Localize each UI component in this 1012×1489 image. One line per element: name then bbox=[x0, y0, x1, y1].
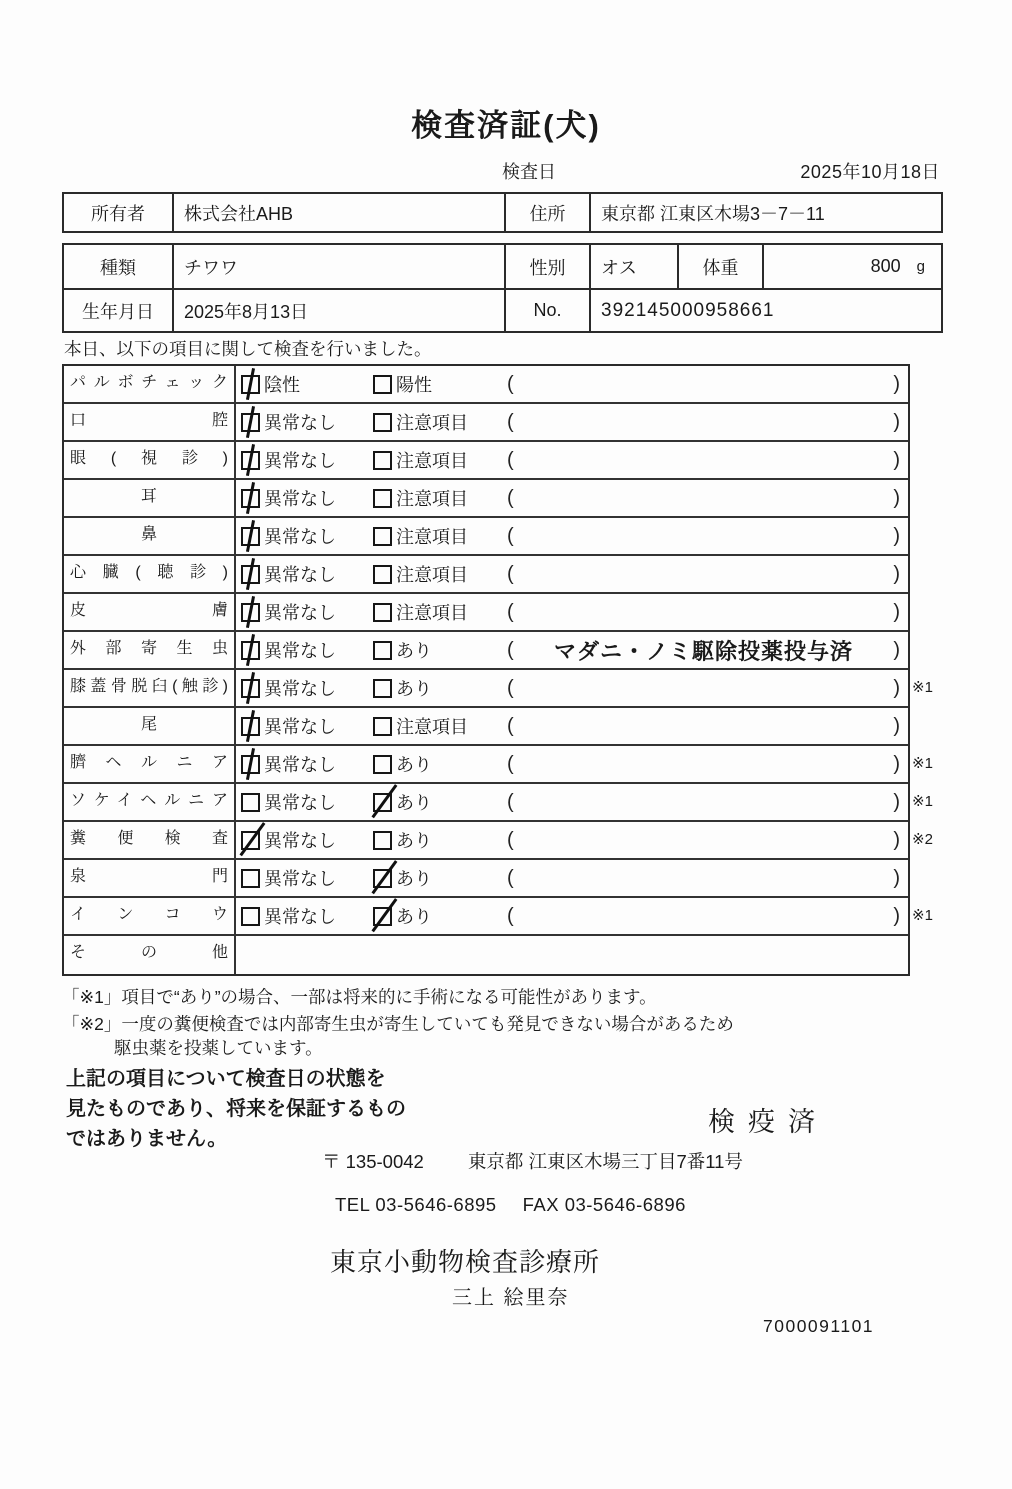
option-2-label: あり bbox=[396, 679, 432, 699]
check-mark-icon bbox=[371, 860, 397, 894]
option-1-label: 異常なし bbox=[264, 527, 336, 547]
option-2-label: 注意項目 bbox=[396, 717, 468, 737]
checkbox-opt1[interactable] bbox=[241, 375, 260, 394]
exam-row-content bbox=[236, 518, 908, 554]
option-1 bbox=[241, 599, 373, 625]
exam-item-label: 泉門 bbox=[64, 860, 236, 896]
exam-item-label: 臍ヘルニア bbox=[64, 746, 236, 782]
quarantine-stamp: 検疫済 bbox=[708, 1107, 828, 1137]
clinic-name: 東京小動物検査診療所 bbox=[330, 1247, 601, 1277]
paren-open: ( bbox=[507, 486, 514, 509]
weight-number: 800 bbox=[870, 256, 901, 276]
paren-open: ( bbox=[507, 600, 514, 623]
remark-parens bbox=[507, 601, 900, 624]
paren-close: ) bbox=[893, 866, 900, 889]
check-mark-icon bbox=[246, 710, 255, 742]
paren-open: ( bbox=[507, 866, 514, 889]
remark-parens bbox=[507, 487, 900, 510]
remark-parens bbox=[507, 867, 900, 890]
option-2-label: あり bbox=[396, 641, 432, 661]
weight-label: 体重 bbox=[677, 245, 762, 288]
paren-close: ) bbox=[893, 790, 900, 813]
breed-label: 種類 bbox=[100, 257, 136, 278]
checkbox-opt2[interactable] bbox=[373, 603, 392, 622]
option-1-label: 陰性 bbox=[264, 375, 300, 395]
option-2 bbox=[373, 561, 507, 587]
address-value: 東京都 江東区木場3－7－11 bbox=[589, 194, 941, 231]
exam-row-content bbox=[236, 860, 908, 896]
reference-mark: ※1 bbox=[912, 679, 933, 696]
intro-sentence: 本日、以下の項目に関して検査を行いました。 bbox=[64, 339, 432, 359]
check-mark-icon bbox=[246, 406, 255, 438]
remark-parens bbox=[507, 525, 900, 548]
option-2-label: 陽性 bbox=[396, 375, 432, 395]
paren-open: ( bbox=[507, 828, 514, 851]
exam-row bbox=[64, 746, 933, 784]
exam-item-label: ソケイヘルニア bbox=[64, 784, 236, 820]
check-mark-icon bbox=[246, 520, 255, 552]
checkbox-opt1[interactable] bbox=[241, 641, 260, 660]
checkbox-opt1[interactable] bbox=[241, 831, 260, 850]
option-2 bbox=[373, 903, 507, 929]
checkbox-opt1[interactable] bbox=[241, 679, 260, 698]
option-1 bbox=[241, 713, 373, 739]
exam-item-label: 皮膚 bbox=[64, 594, 236, 630]
disclaimer-line3: ではありません。 bbox=[66, 1128, 228, 1150]
exam-row-content bbox=[236, 670, 908, 706]
paren-open: ( bbox=[507, 524, 514, 547]
exam-item-label: その他 bbox=[64, 936, 236, 974]
option-2 bbox=[373, 485, 507, 511]
option-1-label: 異常なし bbox=[264, 489, 336, 509]
checkbox-opt2[interactable] bbox=[373, 793, 392, 812]
option-2-label: あり bbox=[396, 869, 432, 889]
check-mark-icon bbox=[246, 596, 255, 628]
exam-row bbox=[64, 480, 908, 518]
reference-mark: ※1 bbox=[912, 755, 933, 772]
checkbox-opt2[interactable] bbox=[373, 869, 392, 888]
remark-note: マダニ・ノミ駆除投薬投与済 bbox=[553, 638, 853, 664]
exam-item-label: 尾 bbox=[64, 708, 236, 744]
exam-item-label: 膝蓋骨脱臼(触診) bbox=[64, 670, 236, 706]
clinic-fax: FAX 03-5646-6896 bbox=[522, 1194, 686, 1215]
footnote-2-line2: 駆虫薬を投薬しています。 bbox=[114, 1038, 323, 1058]
paren-close: ) bbox=[893, 562, 900, 585]
remark-parens bbox=[507, 753, 900, 776]
paren-open: ( bbox=[507, 904, 514, 927]
check-mark-icon bbox=[246, 482, 255, 514]
paren-close: ) bbox=[893, 638, 900, 661]
inspection-date-row bbox=[62, 158, 940, 184]
footnote-1: 「※1」項目で“あり”の場合、一部は将来的に手術になる可能性があります。 bbox=[62, 987, 657, 1007]
exam-row-content bbox=[236, 480, 908, 516]
exam-item-label: 心臓(聴診) bbox=[64, 556, 236, 592]
exam-item-label: 眼(視診) bbox=[64, 442, 236, 478]
paren-close: ) bbox=[893, 828, 900, 851]
checkbox-opt1[interactable] bbox=[241, 755, 260, 774]
exam-row bbox=[64, 708, 908, 746]
option-1-label: 異常なし bbox=[264, 641, 336, 661]
page-title: 検査済証(犬) bbox=[411, 108, 601, 143]
option-2 bbox=[373, 865, 507, 891]
exam-row bbox=[64, 594, 908, 632]
reference-mark: ※2 bbox=[912, 831, 933, 848]
exam-row bbox=[64, 670, 933, 708]
owner-label: 所有者 bbox=[91, 203, 145, 224]
option-2 bbox=[373, 827, 507, 853]
option-1-label: 異常なし bbox=[264, 565, 336, 585]
document-number: 7000091101 bbox=[763, 1316, 875, 1336]
remark-parens bbox=[507, 635, 900, 666]
exam-row-content bbox=[236, 366, 908, 402]
exam-row-content bbox=[236, 594, 908, 630]
exam-row bbox=[64, 822, 933, 860]
clinic-tel-row bbox=[335, 1194, 686, 1216]
exam-row bbox=[64, 442, 908, 480]
disclaimer-line2: 見たものであり、将来を保証するもの bbox=[66, 1098, 406, 1120]
remark-parens bbox=[507, 905, 900, 928]
exam-row bbox=[64, 366, 908, 404]
exam-item-label: 糞便検査 bbox=[64, 822, 236, 858]
clinic-tel: TEL 03-5646-6895 bbox=[335, 1194, 497, 1215]
paren-open: ( bbox=[507, 372, 514, 395]
option-1 bbox=[241, 637, 373, 663]
exam-row bbox=[64, 632, 908, 670]
exam-row-content bbox=[236, 632, 908, 668]
checkbox-opt2[interactable] bbox=[373, 755, 392, 774]
checkbox-opt2[interactable] bbox=[373, 831, 392, 850]
paren-close: ) bbox=[893, 904, 900, 927]
option-2 bbox=[373, 447, 507, 473]
remark-parens bbox=[507, 411, 900, 434]
exam-item-label: 外部寄生虫 bbox=[64, 632, 236, 668]
check-mark-icon bbox=[246, 558, 255, 590]
exam-row bbox=[64, 404, 908, 442]
exam-table bbox=[62, 364, 933, 976]
checkbox-opt1[interactable] bbox=[241, 489, 260, 508]
exam-row-content bbox=[236, 936, 908, 974]
sex-value: オス bbox=[589, 245, 677, 288]
paren-close: ) bbox=[893, 676, 900, 699]
option-1 bbox=[241, 751, 373, 777]
paren-open: ( bbox=[507, 676, 514, 699]
exam-row bbox=[64, 936, 908, 974]
option-2 bbox=[373, 713, 507, 739]
postal-code: 〒 135-0042 bbox=[322, 1151, 424, 1172]
checkbox-opt2[interactable] bbox=[373, 413, 392, 432]
check-mark-icon bbox=[246, 634, 255, 666]
checkbox-opt1[interactable] bbox=[241, 717, 260, 736]
paren-close: ) bbox=[893, 372, 900, 395]
checkbox-opt1[interactable] bbox=[241, 869, 260, 888]
paren-close: ) bbox=[893, 714, 900, 737]
exam-item-label: 口腔 bbox=[64, 404, 236, 440]
disclaimer-line1: 上記の項目について検査日の状態を bbox=[66, 1068, 386, 1090]
exam-item-label: インコウ bbox=[64, 898, 236, 934]
checkbox-opt2[interactable] bbox=[373, 489, 392, 508]
option-1 bbox=[241, 865, 373, 891]
checkbox-opt2[interactable] bbox=[373, 679, 392, 698]
birth-value: 2025年8月13日 bbox=[172, 288, 504, 331]
option-2-label: 注意項目 bbox=[396, 451, 468, 471]
birth-label: 生年月日 bbox=[64, 288, 172, 331]
checkbox-opt1[interactable] bbox=[241, 451, 260, 470]
checkbox-opt2[interactable] bbox=[373, 375, 392, 394]
weight-unit: g bbox=[916, 258, 925, 275]
option-2 bbox=[373, 599, 507, 625]
checkbox-opt2[interactable] bbox=[373, 565, 392, 584]
reference-mark: ※1 bbox=[912, 907, 933, 924]
option-1-label: 異常なし bbox=[264, 679, 336, 699]
checkbox-opt1[interactable] bbox=[241, 793, 260, 812]
option-1 bbox=[241, 523, 373, 549]
option-2-label: 注意項目 bbox=[396, 603, 468, 623]
remark-parens bbox=[507, 677, 900, 700]
option-2 bbox=[373, 675, 507, 701]
option-1 bbox=[241, 409, 373, 435]
option-2 bbox=[373, 409, 507, 435]
exam-row-content bbox=[236, 556, 908, 592]
sex-label: 性別 bbox=[504, 245, 589, 288]
option-1-label: 異常なし bbox=[264, 603, 336, 623]
paren-open: ( bbox=[507, 752, 514, 775]
checkbox-opt2[interactable] bbox=[373, 907, 392, 926]
option-2-label: あり bbox=[396, 831, 432, 851]
option-1 bbox=[241, 485, 373, 511]
inspection-date-label: 検査日 bbox=[502, 162, 556, 182]
option-2 bbox=[373, 751, 507, 777]
option-1-label: 異常なし bbox=[264, 451, 336, 471]
paren-open: ( bbox=[507, 562, 514, 585]
paren-open: ( bbox=[507, 448, 514, 471]
checkbox-opt1[interactable] bbox=[241, 603, 260, 622]
option-2-label: 注意項目 bbox=[396, 527, 468, 547]
paren-open: ( bbox=[507, 714, 514, 737]
checkbox-opt1[interactable] bbox=[241, 413, 260, 432]
exam-item-label: 鼻 bbox=[64, 518, 236, 554]
option-1 bbox=[241, 447, 373, 473]
exam-row bbox=[64, 898, 933, 936]
remark-parens bbox=[507, 563, 900, 586]
address-label: 住所 bbox=[504, 194, 589, 231]
option-2-label: 注意項目 bbox=[396, 565, 468, 585]
clinic-address: 東京都 江東区木場三丁目7番11号 bbox=[467, 1151, 743, 1172]
option-1-label: 異常なし bbox=[264, 717, 336, 737]
option-1-label: 異常なし bbox=[264, 755, 336, 775]
exam-item-label: 耳 bbox=[64, 480, 236, 516]
reference-mark: ※1 bbox=[912, 793, 933, 810]
check-mark-icon bbox=[246, 368, 255, 400]
option-1-label: 異常なし bbox=[264, 907, 336, 927]
check-mark-icon bbox=[246, 672, 255, 704]
option-2 bbox=[373, 371, 507, 397]
exam-row-content bbox=[236, 442, 908, 478]
remark-parens bbox=[507, 373, 900, 396]
remark-parens bbox=[507, 791, 900, 814]
disclaimer-text bbox=[66, 1064, 406, 1154]
option-1-label: 異常なし bbox=[264, 831, 336, 851]
exam-row bbox=[64, 860, 908, 898]
exam-row-content bbox=[236, 898, 908, 934]
remark-parens bbox=[507, 449, 900, 472]
checkbox-opt1[interactable] bbox=[241, 527, 260, 546]
clinic-postal-row bbox=[322, 1148, 743, 1174]
option-2-label: 注意項目 bbox=[396, 489, 468, 509]
option-1 bbox=[241, 789, 373, 815]
exam-row-content bbox=[236, 822, 908, 858]
option-1 bbox=[241, 371, 373, 397]
paren-close: ) bbox=[893, 524, 900, 547]
paren-close: ) bbox=[893, 448, 900, 471]
paren-open: ( bbox=[507, 638, 514, 661]
exam-row-content bbox=[236, 404, 908, 440]
checkbox-opt1[interactable] bbox=[241, 907, 260, 926]
paren-open: ( bbox=[507, 410, 514, 433]
paren-close: ) bbox=[893, 600, 900, 623]
checkbox-opt2[interactable] bbox=[373, 527, 392, 546]
footnote-2 bbox=[62, 1012, 734, 1060]
footnote-2-line1: 「※2」一度の糞便検査では内部寄生虫が寄生していても発見できない場合があるため bbox=[62, 1014, 734, 1034]
checkbox-opt2[interactable] bbox=[373, 717, 392, 736]
checkbox-opt1[interactable] bbox=[241, 565, 260, 584]
option-2 bbox=[373, 789, 507, 815]
option-2 bbox=[373, 523, 507, 549]
exam-row bbox=[64, 518, 908, 556]
check-mark-icon bbox=[239, 822, 265, 856]
check-mark-icon bbox=[371, 898, 397, 932]
option-1-label: 異常なし bbox=[264, 869, 336, 889]
option-1 bbox=[241, 675, 373, 701]
examiner-name: 三上 絵里奈 bbox=[452, 1287, 570, 1309]
checkbox-opt2[interactable] bbox=[373, 641, 392, 660]
exam-row-content bbox=[236, 708, 908, 744]
inspection-date-value: 2025年10月18日 bbox=[800, 162, 940, 182]
paren-close: ) bbox=[893, 410, 900, 433]
paren-close: ) bbox=[893, 752, 900, 775]
no-label: No. bbox=[504, 288, 589, 331]
check-mark-icon bbox=[246, 444, 255, 476]
checkbox-opt2[interactable] bbox=[373, 451, 392, 470]
option-2 bbox=[373, 637, 507, 663]
option-2-label: あり bbox=[396, 907, 432, 927]
exam-row-content bbox=[236, 784, 908, 820]
animal-table bbox=[62, 243, 943, 333]
exam-item-label: パルボチェック bbox=[64, 366, 236, 402]
check-mark-icon bbox=[371, 784, 397, 818]
breed-value: チワワ bbox=[172, 245, 504, 288]
exam-row bbox=[64, 556, 908, 594]
option-1 bbox=[241, 903, 373, 929]
option-1-label: 異常なし bbox=[264, 793, 336, 813]
option-1-label: 異常なし bbox=[264, 413, 336, 433]
remark-parens bbox=[507, 829, 900, 852]
option-1 bbox=[241, 827, 373, 853]
remark-parens bbox=[507, 715, 900, 738]
owner-table bbox=[62, 192, 943, 233]
weight-value bbox=[762, 245, 941, 288]
option-2-label: あり bbox=[396, 755, 432, 775]
no-value: 392145000958661 bbox=[589, 288, 941, 331]
paren-close: ) bbox=[893, 486, 900, 509]
option-1 bbox=[241, 561, 373, 587]
exam-row bbox=[64, 784, 933, 822]
exam-row-content bbox=[236, 746, 908, 782]
check-mark-icon bbox=[246, 748, 255, 780]
option-2-label: 注意項目 bbox=[396, 413, 468, 433]
option-2-label: あり bbox=[396, 793, 432, 813]
paren-open: ( bbox=[507, 790, 514, 813]
owner-value: 株式会社AHB bbox=[172, 194, 504, 231]
